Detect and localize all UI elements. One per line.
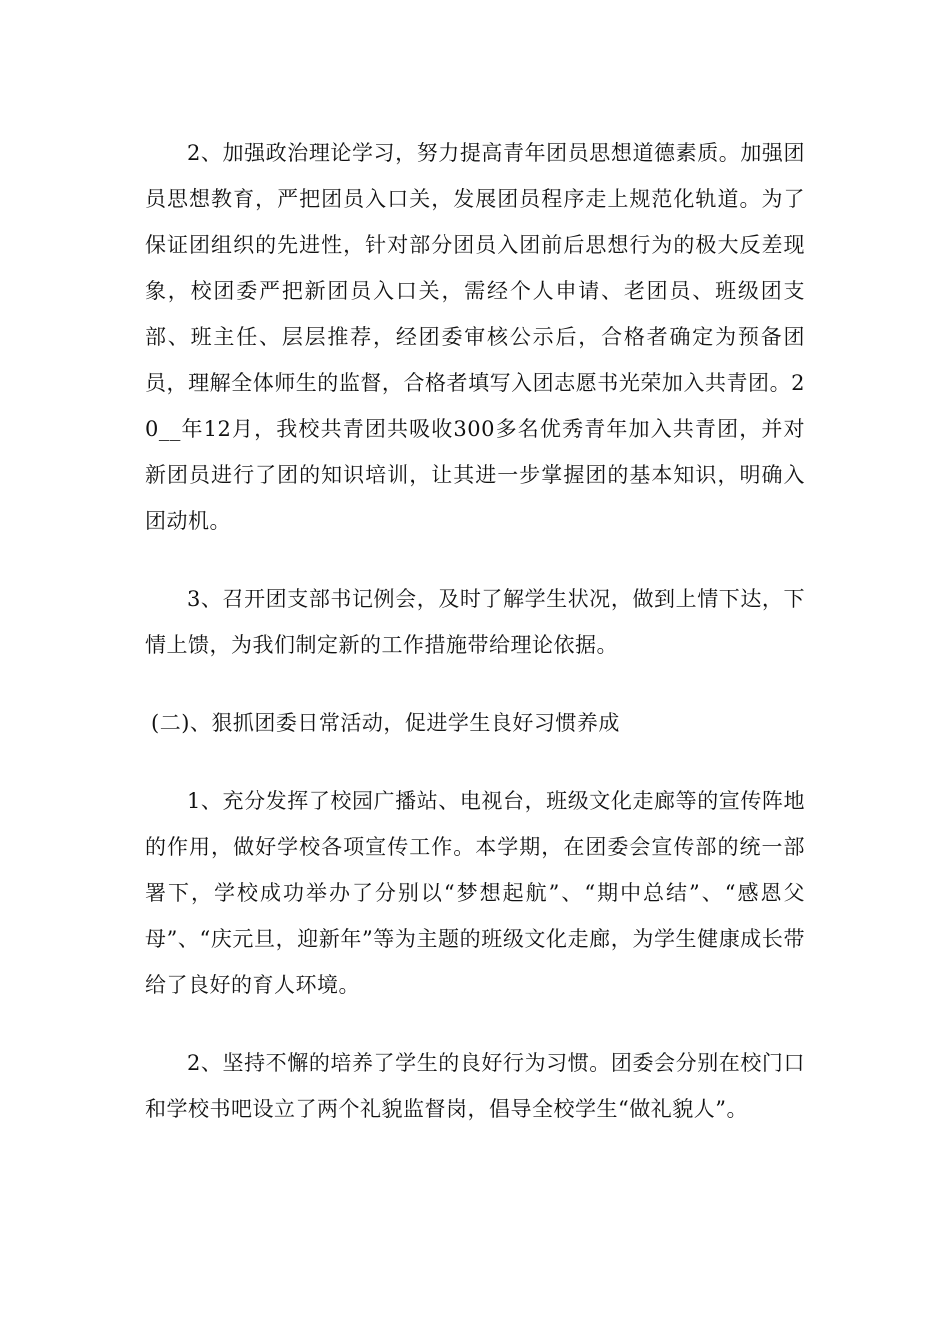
paragraph-publicity: 1、充分发挥了校园广播站、电视台，班级文化走廊等的宣传阵地的作用，做好学校各项宣传工作。本学期，在团委会宣传部的统一部署下，学校成功举办了分别以“梦想起航”、“期中总结”、“感恩父母”、“庆元旦，迎新年”等为主题的班级文化走廊，为学生健康成长带给了良好的育人环境。 [145, 789, 805, 997]
paragraph-political-study: 2、加强政治理论学习，努力提高青年团员思想道德素质。加强团员思想教育，严把团员入口关，发展团员程序走上规范化轨道。为了保证团组织的先进性，针对部分团员入团前后思想行为的极大反差现象，校团委严把新团员入口关，需经个人申请、老团员、班级团支部、班主任、层层推荐，经团委审核公示后，合格者确定为预备团员，理解全体师生的监督，合格者填写入团志愿书光荣加入共青团。20__年12月，我校共青团共吸收300多名优秀青年加入共青团，并对新团员进行了团的知识培训，让其进一步掌握团的基本知识，明确入团动机。 [145, 141, 805, 533]
document-body [145, 130, 805, 1164]
paragraph-branch-meeting: 3、召开团支部书记例会，及时了解学生状况，做到上情下达，下情上馈，为我们制定新的工作措施带给理论依据。 [145, 587, 805, 657]
paragraph-behavior: 2、坚持不懈的培养了学生的良好行为习惯。团委会分别在校门口和学校书吧设立了两个礼貌监督岗，倡导全校学生“做礼貌人”。 [145, 1051, 805, 1121]
section-heading: (二)、狠抓团委日常活动，促进学生良好习惯养成 [151, 711, 620, 735]
